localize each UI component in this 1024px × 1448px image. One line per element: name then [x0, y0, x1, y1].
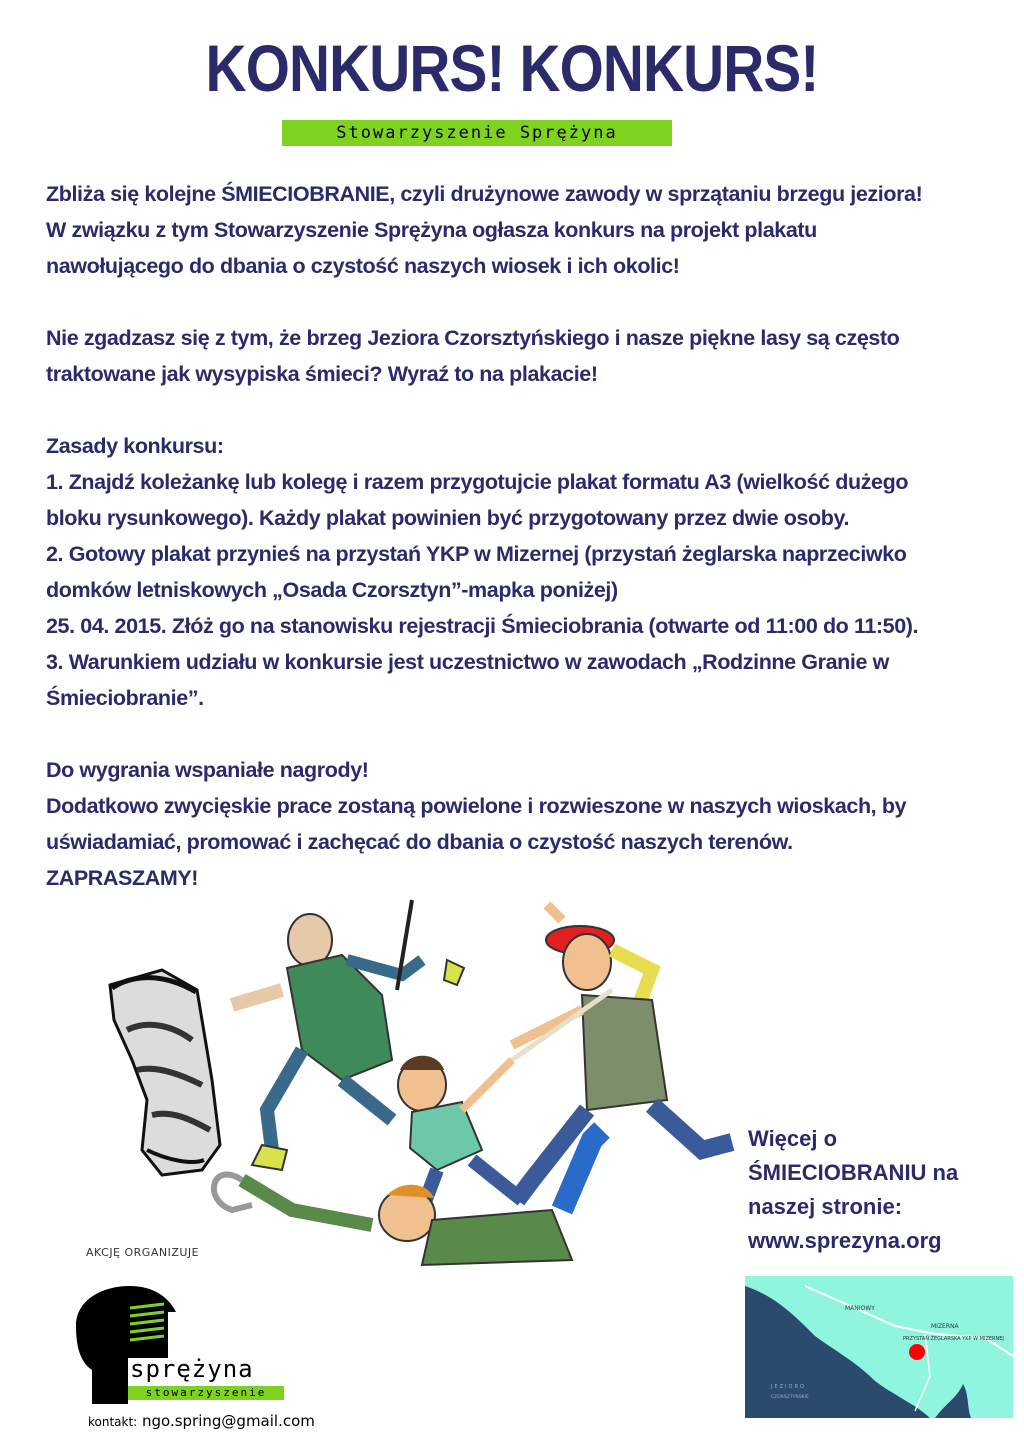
rule-line: Śmieciobranie”.: [46, 686, 204, 710]
website-link[interactable]: www.sprezyna.org: [748, 1228, 942, 1253]
prize-line: uświadamiać, promować i zachęcać do dbania o czystość naszych terenów.: [46, 830, 793, 854]
poster-title: KONKURS! KONKURS!: [205, 31, 819, 105]
invitation: ZAPRASZAMY!: [46, 866, 199, 890]
organizer-label: AKCJĘ ORGANIZUJE: [86, 1246, 200, 1259]
contact-line: [88, 1412, 315, 1430]
location-map: [745, 1276, 1013, 1418]
cleanup-illustration: [92, 880, 742, 1270]
rule-line: bloku rysunkowego). Każdy plakat powinien być przygotowany przez dwie osoby.: [46, 506, 850, 530]
rule-line: 1. Znajdź koleżankę lub kolegę i razem przygotujcie plakat formatu A3 (wielkość dużego: [46, 470, 909, 494]
contact-email[interactable]: ngo.spring@gmail.com: [142, 1412, 315, 1430]
logo-subtitle: stowarzyszenie: [128, 1386, 284, 1400]
map-label-mizerna: MIZERNA: [931, 1323, 959, 1330]
question-line: traktowane jak wysypiska śmieci? Wyraź to na plakacie!: [46, 362, 598, 386]
prize-line: Do wygrania wspaniałe nagrody!: [46, 758, 369, 782]
map-label-maniowy: MANIOWY: [845, 1305, 875, 1312]
more-info-line: naszej stronie:: [748, 1194, 903, 1219]
contact-label: kontakt:: [88, 1415, 138, 1429]
more-info-line: Więcej o: [748, 1126, 838, 1151]
more-info-block: [748, 1122, 1008, 1258]
more-info-line: ŚMIECIOBRANIU na: [748, 1160, 959, 1185]
intro-line: nawołującego do dbania o czystość naszych wiosek i ich okolic!: [46, 254, 680, 278]
intro-line: W związku z tym Stowarzyszenie Sprężyna ogłasza konkurs na projekt plakatu: [46, 218, 817, 242]
rules-heading: Zasady konkursu:: [46, 434, 224, 458]
location-marker-icon: [909, 1344, 925, 1360]
organization-banner: Stowarzyszenie Sprężyna: [282, 120, 672, 146]
map-label-lake: JEZIORO: [771, 1384, 806, 1390]
logo-name: sprężyna: [130, 1355, 254, 1383]
question-line: Nie zgadzasz się z tym, że brzeg Jeziora Czorsztyńskiego i nasze piękne lasy są często: [46, 326, 900, 350]
rule-line: 3. Warunkiem udziału w konkursie jest uczestnictwo w zawodach „Rodzinne Granie w: [46, 650, 889, 674]
announcement-text: [46, 176, 986, 896]
map-label-marina: PRZYSTAŃ ŻEGLARSKA YKP W MIZERNEJ: [903, 1336, 1004, 1342]
woman-figure: [512, 905, 732, 1200]
prize-line: Dodatkowo zwycięskie prace zostaną powielone i rozwieszone w naszych wioskach, by: [46, 794, 907, 818]
crushed-can-icon: [110, 970, 220, 1175]
rule-line: domków letniskowych „Osada Czorsztyn”-mapka poniżej): [46, 578, 618, 602]
map-label-lake-name: CZORSZTYŃSKIE: [771, 1395, 809, 1400]
rule-line: 2. Gotowy plakat przynieś na przystań YKP w Mizernej (przystań żeglarska naprzeciwko: [46, 542, 907, 566]
intro-line: Zbliża się kolejne ŚMIECIOBRANIE, czyli drużynowe zawody w sprzątaniu brzegu jeziora!: [46, 182, 923, 206]
rule-line: 25. 04. 2015. Złóż go na stanowisku rejestracji Śmieciobrania (otwarte od 11:00 do 11:50).: [46, 614, 919, 638]
